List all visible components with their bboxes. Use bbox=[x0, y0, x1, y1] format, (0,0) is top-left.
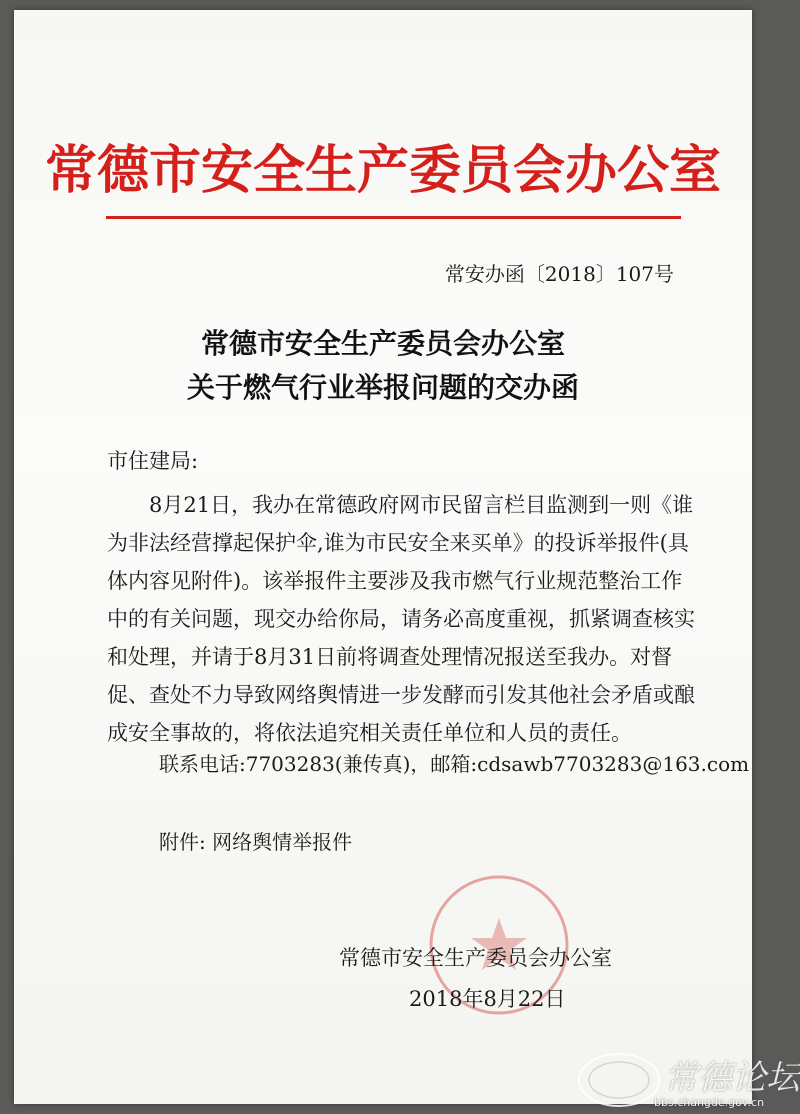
body-paragraph bbox=[107, 486, 695, 752]
document-title-line2: 关于燃气行业举报问题的交办函 bbox=[186, 371, 579, 404]
body-line: 体内容见附件)。该举报件主要涉及我市燃气行业规范整治工作 bbox=[107, 569, 683, 593]
masthead-title: 常德市安全生产委员会办公室 bbox=[44, 141, 721, 201]
salutation: 市住建局: bbox=[107, 449, 199, 473]
body-line: 和处理，并请于8月31日前将调查处理情况报送至我办。对督 bbox=[107, 645, 673, 669]
document-page bbox=[14, 10, 800, 1109]
body-line: 中的有关问题，现交办给你局，请务必高度重视，抓紧调查核实 bbox=[107, 607, 695, 631]
document-number: 常安办函〔2018〕107号 bbox=[444, 262, 674, 286]
red-divider-line bbox=[106, 216, 681, 219]
attachment-note: 附件: 网络舆情举报件 bbox=[159, 830, 353, 854]
contact-info: 联系电话:7703283(兼传真)，邮箱:cdsawb7703283@163.com bbox=[159, 752, 750, 776]
document-title-line1: 常德市安全生产委员会办公室 bbox=[200, 327, 565, 360]
body-line: 8月21日，我办在常德政府网市民留言栏目监测到一则《谁 bbox=[107, 493, 694, 517]
signature-organization: 常德市安全生产委员会办公室 bbox=[339, 946, 612, 970]
forum-watermark-url: bbs.changde.gov.cn bbox=[654, 1096, 765, 1109]
body-line: 促、查处不力导致网络舆情进一步发酵而引发其他社会矛盾或酿 bbox=[107, 683, 695, 707]
body-line: 为非法经营撑起保护伞,谁为市民安全来买单》的投诉举报件(具 bbox=[107, 531, 689, 555]
forum-watermark-text: 常德论坛 bbox=[664, 1058, 800, 1098]
body-line: 成安全事故的，将依法追究相关责任单位和人员的责任。 bbox=[107, 721, 632, 745]
signature-date: 2018年8月22日 bbox=[409, 987, 566, 1011]
